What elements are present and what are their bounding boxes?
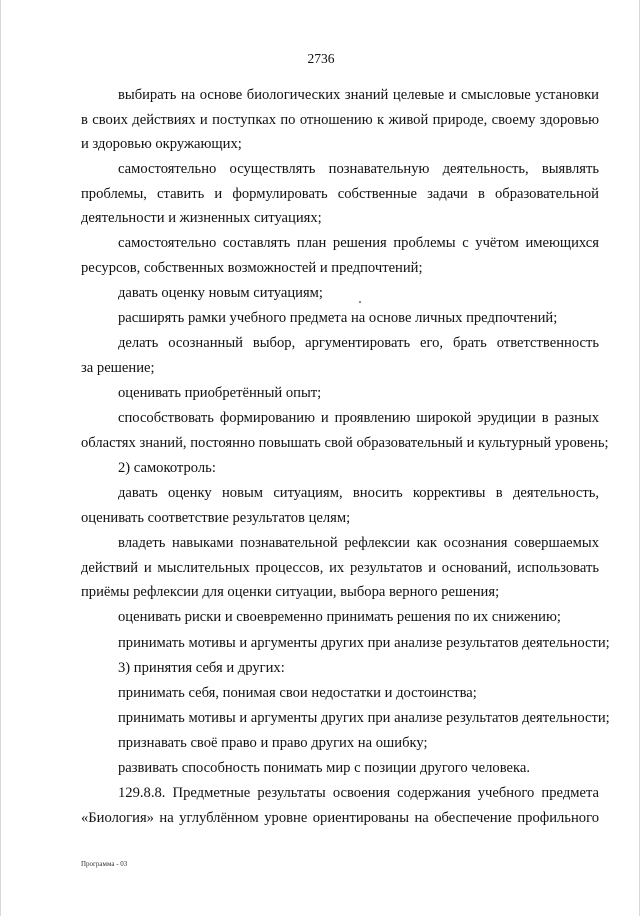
text-line: принимать себя, понимая свои недостатки и достоинства; bbox=[118, 685, 477, 701]
text-line: принимать мотивы и аргументы других при анализе результатов деятельности; bbox=[118, 635, 610, 651]
text-line: развивать способность понимать мир с позиции другого человека. bbox=[118, 760, 531, 776]
text-line: «Биология» на углублённом уровне ориентированы на обеспечение профильного bbox=[81, 810, 599, 826]
text-line: оценивать соответствие результатов целям; bbox=[81, 510, 351, 526]
text-line: самостоятельно составлять план решения проблемы с учётом имеющихся bbox=[118, 235, 599, 251]
text-line: выбирать на основе биологических знаний целевые и смысловые установки bbox=[118, 87, 599, 103]
text-line: владеть навыками познавательной рефлексии как осознания совершаемых bbox=[118, 535, 599, 551]
scan-speck bbox=[359, 301, 361, 303]
text-line: действий и мыслительных процессов, их результатов и оснований, использовать bbox=[81, 560, 599, 576]
text-line: признавать своё право и право других на ошибку; bbox=[118, 735, 428, 751]
text-line: в своих действиях и поступках по отношению к живой природе, своему здоровью bbox=[81, 112, 599, 128]
text-line: 3) принятия себя и других: bbox=[118, 660, 285, 676]
text-line: расширять рамки учебного предмета на основе личных предпочтений; bbox=[118, 310, 558, 326]
text-line: 129.8.8. Предметные результаты освоения содержания учебного предмета bbox=[118, 785, 599, 801]
text-line: оценивать риски и своевременно принимать решения по их снижению; bbox=[118, 609, 561, 625]
text-line: 2) самокотроль: bbox=[118, 460, 216, 476]
text-line: проблемы, ставить и формулировать собственные задачи в образовательной bbox=[81, 186, 599, 202]
text-line: давать оценку новым ситуациям, вносить коррективы в деятельность, bbox=[118, 485, 599, 501]
text-line: давать оценку новым ситуациям; bbox=[118, 285, 323, 301]
text-line: приёмы рефлексии для оценки ситуации, выбора верного решения; bbox=[81, 584, 500, 600]
text-line: и здоровью окружающих; bbox=[81, 136, 242, 152]
text-line: областях знаний, постоянно повышать свой образовательный и культурный уровень; bbox=[81, 435, 609, 451]
text-line: деятельности и жизненных ситуациях; bbox=[81, 210, 322, 226]
page-number: 2736 bbox=[307, 51, 335, 66]
text-line: делать осознанный выбор, аргументировать его, брать ответственность bbox=[118, 335, 599, 351]
text-line: принимать мотивы и аргументы других при анализе результатов деятельности; bbox=[118, 710, 610, 726]
footer-note: Программа - 03 bbox=[81, 860, 128, 868]
text-line: способствовать формированию и проявлению широкой эрудиции в разных bbox=[118, 410, 599, 426]
text-line: оценивать приобретённый опыт; bbox=[118, 385, 322, 401]
text-line: ресурсов, собственных возможностей и предпочтений; bbox=[81, 260, 423, 276]
text-line: самостоятельно осуществлять познавательную деятельность, выявлять bbox=[118, 161, 599, 177]
text-line: за решение; bbox=[81, 360, 155, 376]
